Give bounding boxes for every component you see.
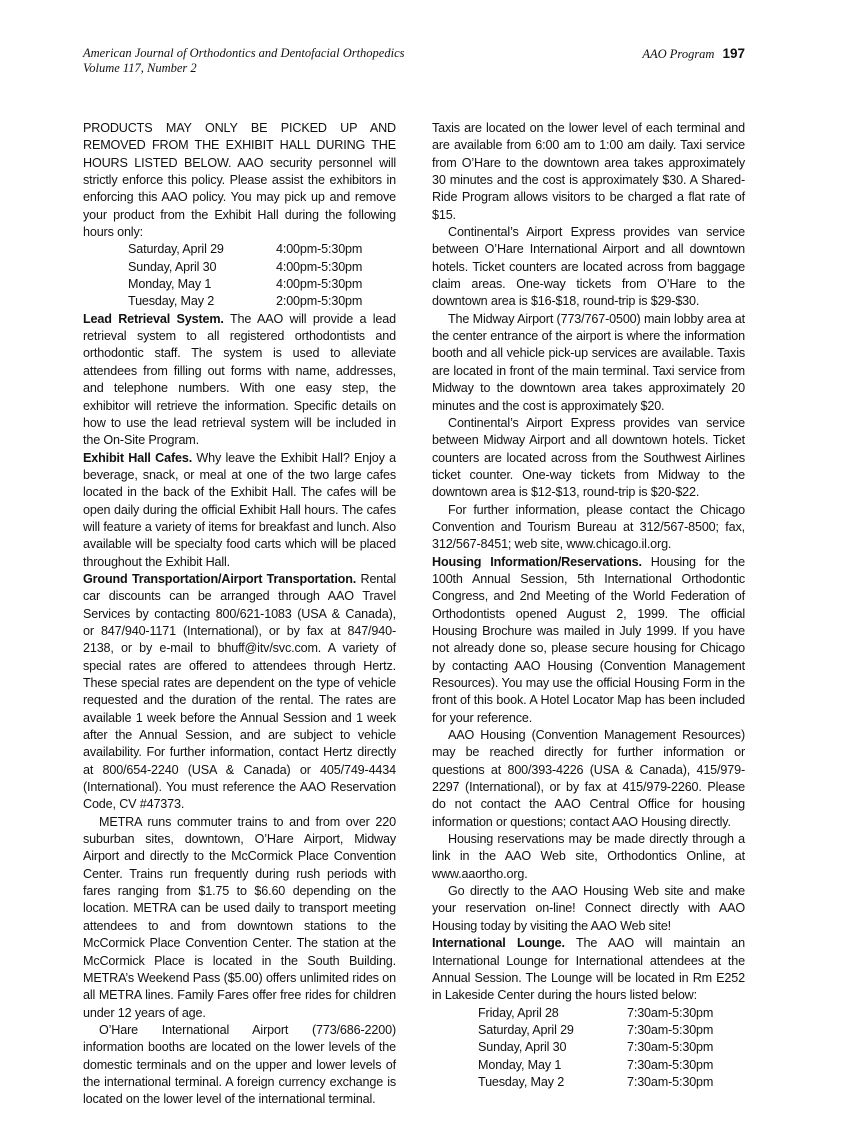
table-row	[478, 1074, 713, 1091]
day-cell: Sunday, April 30	[478, 1040, 567, 1055]
journal-volume: Volume 117, Number 2	[83, 61, 197, 75]
time-cell: 7:30am-5:30pm	[627, 1040, 714, 1055]
ground-transport-paragraph	[83, 571, 396, 814]
day-cell: Saturday, April 29	[478, 1022, 574, 1037]
time-cell: 7:30am-5:30pm	[627, 1074, 714, 1089]
paragraph-text: Why leave the Exhibit Hall? Enjoy a beverage, snack, or meal at one of the two large cafes located in the back of the Exhibit Hall. The cafes will be open daily during the official Exhibit Hall hours. The cafes will feature a variety of items for breakfast and lunch. Also available will be specialty food carts which will be placed throughout the Exhibit Hall.	[83, 450, 396, 569]
running-header-left	[83, 46, 405, 76]
left-column	[83, 120, 396, 1109]
table-row	[128, 241, 362, 258]
pickup-policy-paragraph: PRODUCTS MAY ONLY BE PICKED UP AND REMOVED FROM THE EXHIBIT HALL DURING THE HOURS LISTED BELOW. AAO security personnel will strictly enforce this policy. Please assist the exhibitors in enforcing this AAO policy. You may pick up and remove your product from the Exhibit Hall during the following hours only:	[83, 121, 396, 240]
time-cell: 7:30am-5:30pm	[627, 1057, 714, 1072]
housing-paragraph	[432, 554, 745, 727]
section-title: AAO Program	[642, 47, 715, 61]
housing-web-paragraph: Housing reservations may be made directly through a link in the AAO Web site, Orthodontics Online, at www.aaortho.org.	[432, 832, 745, 881]
ohare-paragraph: O’Hare International Airport (773/686-2200) information booths are located on the lower levels of the domestic terminals and on the upper and lower levels of the international terminal. A foreign currency exchange is located on the lower level of the international terminal.	[83, 1022, 396, 1107]
section-heading: Housing Information/Reservations.	[432, 554, 642, 569]
lead-retrieval-paragraph	[83, 311, 396, 450]
housing-online-paragraph: Go directly to the AAO Housing Web site and make your reservation on-line! Connect directly with AAO Housing today by visiting the AAO Web site!	[432, 884, 745, 933]
right-column	[432, 120, 745, 1091]
paragraph-text: Rental car discounts can be arranged through AAO Travel Services by contacting 800/621-1083 (USA & Canada), or 847/940-1171 (International), or by fax at 847/940-2138, or by e-mail to bhuff@itv/svc.com. A variety of special rates are offered to attendees through Hertz. These special rates are dependent on the type of vehicle requested and the duration of the rental. The rates are available 1 week before the Annual Session and 1 week after the Annual Session, and are subject to vehicle availability. For further information, contact Hertz directly at 800/654-2240 (USA & Canada) or 405/749-4434 (International). You must reference the AAO Reservation Code, CV #47373.	[83, 571, 397, 812]
day-cell: Monday, May 1	[478, 1057, 562, 1072]
table-row	[478, 1057, 713, 1074]
table-row	[478, 1005, 713, 1022]
time-cell: 4:00pm-5:30pm	[276, 259, 363, 274]
paragraph-text: Housing for the 100th Annual Session, 5th International Orthodontic Congress, and 2nd Meeting of the World Federation of Orthodontists opened August 2, 1999. The official Housing Brochure was mailed in July 1999. If you have not already done so, please secure housing for Chicago by contacting AAO Housing (Convention Management Resources). You may use the official Housing Form in the front of this book. A Hotel Locator Map has been included for your reference.	[432, 554, 745, 725]
further-info-paragraph: For further information, please contact the Chicago Convention and Tourism Bureau at 312/567-8500; fax, 312/567-8451; web site, www.chicago.il.org.	[432, 502, 745, 552]
running-header-right	[642, 46, 745, 62]
metra-paragraph: METRA runs commuter trains to and from over 220 suburban sites, downtown, O’Hare Airport, Midway Airport and directly to the McCormick Place Convention Center. Trains run frequently during rush periods with fares ranging from $1.75 to $6.60 depending on the location. METRA can be used daily to transport meeting attendees to and from downtown stations to the McCormick Place Convention Center. The station at the McCormick Place is located in the South Building. METRA’s Weekend Pass ($5.00) offers unlimited rides on all METRA lines. Family Fares offer free rides for children under 12 years of age.	[83, 814, 396, 1020]
day-cell: Tuesday, May 2	[128, 294, 215, 309]
day-cell: Friday, April 28	[478, 1005, 559, 1020]
cafes-paragraph	[83, 450, 396, 571]
table-row	[128, 293, 362, 310]
midway-paragraph: The Midway Airport (773/767-0500) main lobby area at the center entrance of the airport is where the information booth and all vehicle pick-up services are available. Taxis are located in front of the main terminal. Taxi service from Midway to the downtown area takes approximately 20 minutes and the cost is approximately $20.	[432, 311, 745, 413]
day-cell: Tuesday, May 2	[478, 1074, 565, 1089]
time-cell: 7:30am-5:30pm	[627, 1022, 714, 1037]
page-number: 197	[722, 46, 745, 61]
time-cell: 7:30am-5:30pm	[627, 1005, 714, 1020]
housing-contact-paragraph: AAO Housing (Convention Management Resources) may be reached directly for further information or questions at 800/393-4226 (USA & Canada), 415/979-2297 (International), or by fax at 415/979-2260. Please do not contact the AAO Central Office for housing information or questions; contact AAO Housing directly.	[432, 728, 745, 829]
time-cell: 2:00pm-5:30pm	[276, 294, 363, 309]
time-cell: 4:00pm-5:30pm	[276, 277, 363, 292]
day-cell: Saturday, April 29	[128, 242, 224, 257]
day-cell: Monday, May 1	[128, 277, 212, 292]
lounge-hours-table	[478, 1005, 713, 1092]
paragraph-text: The AAO will provide a lead retrieval system to all registered orthodontists and orthodontic staff. The system is used to alleviate attendees from filling out forms with name, addresses, and telephone numbers. With one easy step, the exhibitor will retrieve the information. Specific details on how to use the lead retrieval system will be included in the On-Site Program.	[83, 311, 396, 448]
day-cell: Sunday, April 30	[128, 259, 217, 274]
section-heading: Lead Retrieval System.	[83, 311, 224, 326]
time-cell: 4:00pm-5:30pm	[276, 242, 363, 257]
table-row	[128, 259, 362, 276]
table-row	[128, 276, 362, 293]
continental-midway-paragraph: Continental’s Airport Express provides van service between Midway Airport and all downtown hotels. Ticket counters are located across from the Southwest Airlines ticket counter. One-way tickets from Midway to the downtown area is $12-$13, round-trip is $20-$22.	[432, 415, 745, 500]
paragraph-text: The AAO will maintain an International Lounge for International attendees at the Annual Session. The Lounge will be located in Rm E252 in Lakeside Center during the hours listed below:	[432, 936, 746, 1003]
table-row	[478, 1022, 713, 1039]
lounge-paragraph	[432, 935, 745, 1004]
section-heading: Exhibit Hall Cafes.	[83, 450, 193, 465]
section-heading: International Lounge.	[432, 936, 565, 951]
section-heading: Ground Transportation/Airport Transportation.	[83, 571, 357, 586]
table-row	[478, 1039, 713, 1056]
pickup-hours-table	[128, 241, 362, 310]
ohare-paragraph-continued: Taxis are located on the lower level of each terminal and are available from 6:00 am to 1:00 am daily. Taxi service from O’Hare to the downtown area takes approximately 30 minutes and the cost is approximately $30. A Shared-Ride Program allows visitors to be charged a flat rate of $15.	[432, 121, 745, 222]
continental-ohare-paragraph: Continental’s Airport Express provides van service between O’Hare International Airport and all downtown hotels. Ticket counters are located across from baggage claim areas. One-way tickets from O’Hare to the downtown area is $16-$18, round-trip is $29-$30.	[432, 225, 745, 309]
journal-title: American Journal of Orthodontics and Dentofacial Orthopedics	[83, 46, 405, 60]
